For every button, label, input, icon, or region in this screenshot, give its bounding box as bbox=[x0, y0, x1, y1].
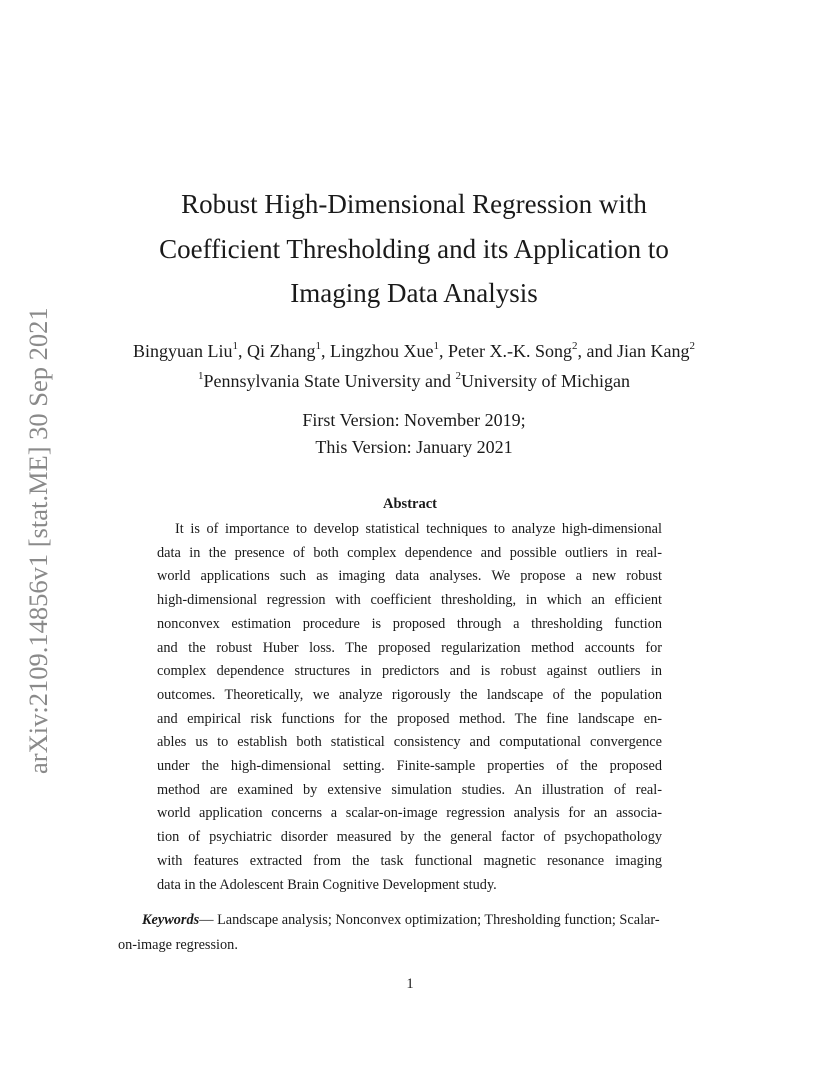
abstract-heading: Abstract bbox=[383, 496, 437, 512]
current-version: This Version: January 2021 bbox=[315, 437, 513, 457]
arxiv-identifier-stamp: arXiv:2109.14856v1 [stat.ME] 30 Sep 2021 bbox=[23, 307, 53, 774]
author-affiliation-mark: 2 bbox=[689, 340, 695, 352]
affiliation-name: Pennsylvania State University bbox=[203, 371, 421, 391]
title-line: Robust High-Dimensional Regression with bbox=[181, 189, 647, 219]
author-name: Peter X.-K. Song bbox=[447, 341, 572, 361]
abstract-line: data in the Adolescent Brain Cognitive Development study. bbox=[157, 876, 497, 893]
keywords-dash: — bbox=[199, 912, 218, 928]
abstract-body bbox=[157, 518, 662, 897]
author-name: Lingzhou Xue bbox=[330, 341, 434, 361]
abstract-line: high-dimensional regression with coefficient thresholding, in which an efficient bbox=[157, 592, 662, 609]
abstract-line: It is of importance to develop statistical techniques to analyze high-dimensional bbox=[175, 521, 662, 537]
abstract-line: complex dependence structures in predictors and is robust against outliers in bbox=[157, 663, 662, 680]
abstract-line: tion of psychiatric disorder measured by the general factor of psychopathology bbox=[157, 829, 662, 846]
author-name: Bingyuan Liu bbox=[133, 341, 233, 361]
title-line: Coefficient Thresholding and its Application to bbox=[159, 233, 669, 264]
affiliation-name: University of Michigan bbox=[460, 371, 630, 391]
affiliation-separator: and bbox=[420, 371, 456, 391]
keywords-line: on-image regression. bbox=[118, 937, 238, 953]
keywords-line bbox=[118, 908, 718, 933]
author-affiliation-mark: 2 bbox=[571, 340, 578, 352]
abstract-line: nonconvex estimation procedure is proposed through a thresholding function bbox=[157, 615, 662, 632]
author-separator: , bbox=[438, 341, 448, 361]
author-separator: , bbox=[321, 341, 330, 361]
paper-title bbox=[84, 182, 744, 316]
abstract-line: method are examined by extensive simulation studies. An illustration of real- bbox=[157, 781, 662, 798]
affiliations bbox=[22, 368, 806, 394]
abstract-line: data in the presence of both complex dependence and possible outliers in real- bbox=[157, 544, 662, 561]
affiliation-mark: 1 bbox=[198, 370, 204, 382]
author-separator: , and bbox=[577, 341, 617, 361]
keywords-text: Landscape analysis; Nonconvex optimization; Thresholding function; Scalar- bbox=[217, 912, 660, 928]
author-list bbox=[22, 336, 806, 366]
abstract-line: and the robust Huber loss. The proposed regularization method accounts for bbox=[157, 639, 662, 656]
first-version: First Version: November 2019; bbox=[302, 410, 526, 430]
affiliation-mark: 2 bbox=[455, 370, 461, 382]
version-info bbox=[84, 407, 744, 461]
author-name: Qi Zhang bbox=[247, 341, 316, 361]
author-affiliation-mark: 1 bbox=[315, 340, 321, 352]
title-line: Imaging Data Analysis bbox=[290, 278, 538, 308]
author-separator: , bbox=[238, 341, 248, 361]
abstract-line: ables us to establish both statistical consistency and computational convergence bbox=[157, 734, 662, 751]
keywords-label: Keywords bbox=[142, 912, 200, 928]
abstract-line: world application concerns a scalar-on-image regression analysis for an associa- bbox=[157, 805, 662, 822]
abstract-line: under the high-dimensional setting. Finite-sample properties of the proposed bbox=[157, 758, 662, 775]
abstract-line: world applications such as imaging data analyses. We propose a new robust bbox=[157, 568, 662, 585]
author-affiliation-mark: 1 bbox=[433, 340, 439, 352]
page-number: 1 bbox=[406, 976, 414, 992]
author-affiliation-mark: 1 bbox=[232, 340, 239, 352]
abstract-line: and empirical risk functions for the proposed method. The fine landscape en- bbox=[157, 710, 662, 727]
author-name: Jian Kang bbox=[616, 341, 690, 361]
abstract-line: outcomes. Theoretically, we analyze rigorously the landscape of the population bbox=[157, 686, 662, 703]
keywords-section bbox=[118, 908, 718, 958]
abstract-line: with features extracted from the task functional magnetic resonance imaging bbox=[157, 852, 662, 869]
